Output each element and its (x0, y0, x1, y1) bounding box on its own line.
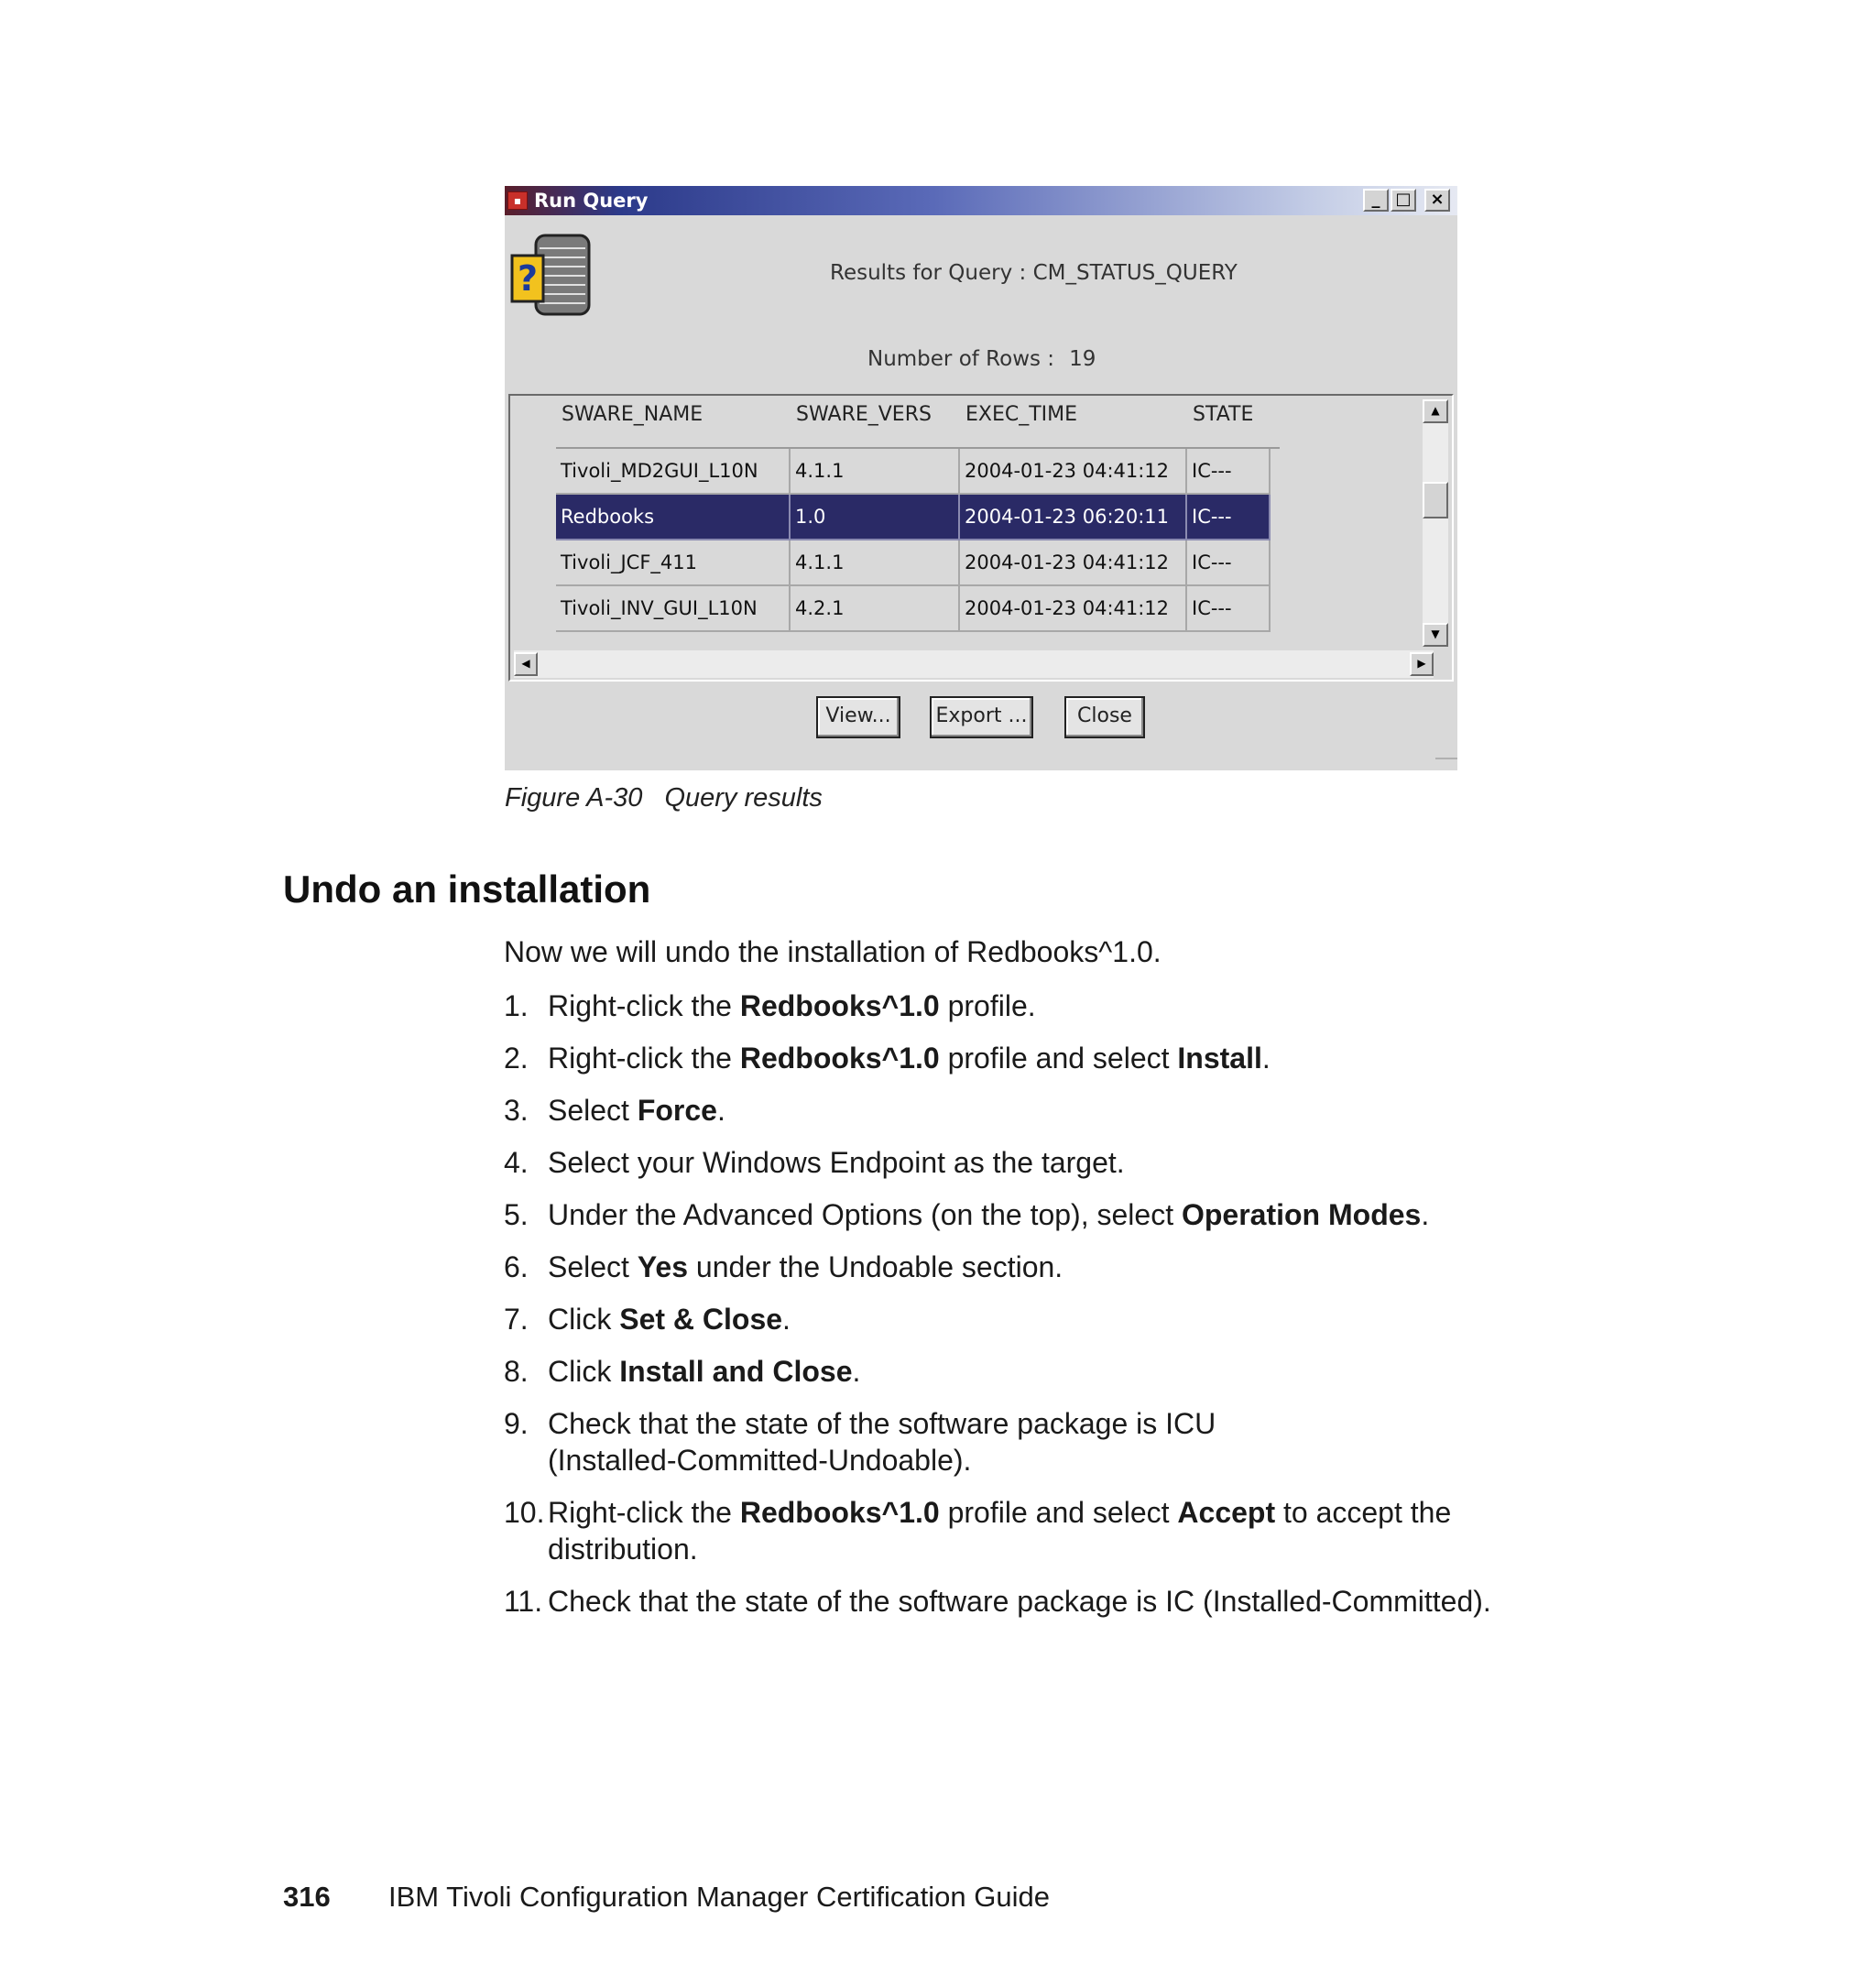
cell-exec-time: 2004-01-23 06:20:11 (960, 495, 1187, 540)
rows-count-line (867, 347, 1096, 371)
step-text: Click (548, 1303, 620, 1336)
list-item (504, 1040, 1695, 1076)
step-text: Check that the state of the software package is IC (Installed-Committed). (548, 1585, 1491, 1618)
cell-sware-vers: 4.1.1 (791, 540, 960, 586)
svg-text:?: ? (517, 258, 539, 299)
list-item-number: 7. (504, 1303, 529, 1336)
vertical-scrollbar[interactable] (1423, 399, 1448, 647)
step-text: Click (548, 1355, 620, 1388)
list-item (504, 1196, 1695, 1233)
list-item-number: 10. (504, 1496, 545, 1529)
scroll-down-icon[interactable]: ▼ (1423, 623, 1448, 647)
emphasis-text: Redbooks^1.0 (739, 989, 940, 1022)
horizontal-scrollbar[interactable] (514, 650, 1434, 678)
step-text: under the Undoable section. (688, 1250, 1063, 1283)
list-item (504, 1249, 1695, 1285)
list-item (504, 1144, 1695, 1181)
cell-state: IC--- (1187, 586, 1271, 632)
window-title: Run Query (534, 190, 649, 212)
scroll-thumb[interactable] (1423, 482, 1448, 518)
cell-state: IC--- (1187, 449, 1271, 495)
list-item (504, 1092, 1695, 1129)
list-item-number: 8. (504, 1355, 529, 1388)
step-text: . (1261, 1042, 1271, 1075)
list-item-number: 6. (504, 1250, 529, 1283)
column-header[interactable]: SWARE_VERS (796, 403, 932, 426)
column-header[interactable]: STATE (1193, 403, 1254, 426)
run-query-window (505, 186, 1457, 770)
list-item-number: 1. (504, 989, 529, 1022)
intro-paragraph: Now we will undo the installation of Redbooks^1.0. (504, 935, 1162, 968)
list-item-number: 5. (504, 1198, 529, 1231)
figure-number: Figure A-30 (505, 783, 643, 813)
page-number: 316 (283, 1881, 331, 1913)
app-icon: ▪ (507, 191, 528, 210)
step-text: . (716, 1094, 725, 1127)
list-item-number: 4. (504, 1146, 529, 1179)
results-table (508, 394, 1454, 682)
figure-caption (505, 783, 823, 813)
list-item-number: 11. (504, 1585, 543, 1618)
emphasis-text: Operation Modes (1181, 1198, 1422, 1231)
step-text: . (782, 1303, 791, 1336)
list-item-number: 2. (504, 1042, 529, 1075)
list-item (504, 988, 1695, 1024)
view-button[interactable]: View... (816, 696, 900, 738)
cell-sware-name: Tivoli_JCF_411 (556, 540, 791, 586)
close-button[interactable]: Close (1064, 696, 1145, 738)
list-item (504, 1405, 1695, 1479)
emphasis-text: Install and Close (619, 1355, 853, 1388)
table-row[interactable] (556, 449, 1280, 495)
cell-exec-time: 2004-01-23 04:41:12 (960, 540, 1187, 586)
results-grid (556, 447, 1280, 645)
step-text: . (852, 1355, 861, 1388)
emphasis-text: Force (637, 1094, 717, 1127)
step-text: Select your Windows Endpoint as the target. (548, 1146, 1125, 1179)
results-for-label: Results for Query : CM_STATUS_QUERY (830, 261, 1238, 285)
cell-state: IC--- (1187, 540, 1271, 586)
book-title: IBM Tivoli Configuration Manager Certification Guide (388, 1881, 1050, 1913)
cell-exec-time: 2004-01-23 04:41:12 (960, 586, 1187, 632)
table-row[interactable] (556, 586, 1280, 632)
resize-grip[interactable] (1435, 758, 1457, 770)
step-text: . (1421, 1198, 1430, 1231)
scroll-left-icon[interactable]: ◀ (514, 652, 538, 676)
cell-sware-name: Redbooks (556, 495, 791, 540)
emphasis-text: Accept (1177, 1496, 1276, 1529)
table-row[interactable] (556, 540, 1280, 586)
list-item (504, 1494, 1695, 1567)
emphasis-text: Redbooks^1.0 (739, 1042, 940, 1075)
step-text: Right-click the (548, 989, 740, 1022)
step-text: Select (548, 1094, 638, 1127)
cell-sware-vers: 4.1.1 (791, 449, 960, 495)
step-text: Check that the state of the software package is ICU (548, 1407, 1216, 1440)
step-text: Right-click the (548, 1042, 740, 1075)
figure-title: Query results (664, 783, 823, 813)
step-text: profile and select (939, 1042, 1178, 1075)
column-header[interactable]: SWARE_NAME (562, 403, 704, 426)
window-titlebar[interactable] (505, 186, 1457, 215)
section-heading: Undo an installation (283, 868, 651, 911)
steps-list (504, 988, 1695, 1635)
table-row-selected[interactable] (556, 495, 1280, 540)
cell-sware-name: Tivoli_MD2GUI_L10N (556, 449, 791, 495)
emphasis-text: Redbooks^1.0 (739, 1496, 940, 1529)
step-text: profile and select (939, 1496, 1178, 1529)
emphasis-text: Yes (637, 1250, 688, 1283)
cell-state: IC--- (1187, 495, 1271, 540)
scroll-up-icon[interactable]: ▲ (1423, 399, 1448, 423)
close-window-button[interactable]: × (1424, 189, 1450, 212)
step-text: (Installed-Committed-Undoable). (548, 1444, 972, 1477)
cell-exec-time: 2004-01-23 04:41:12 (960, 449, 1187, 495)
rows-count-value: 19 (1069, 347, 1096, 371)
export-button[interactable]: Export ... (930, 696, 1033, 738)
list-item-number: 3. (504, 1094, 529, 1127)
step-text: profile. (939, 989, 1036, 1022)
cell-sware-vers: 1.0 (791, 495, 960, 540)
maximize-button[interactable]: □ (1391, 189, 1416, 212)
list-item (504, 1353, 1695, 1390)
emphasis-text: Set & Close (619, 1303, 783, 1336)
cell-sware-vers: 4.2.1 (791, 586, 960, 632)
cell-sware-name: Tivoli_INV_GUI_L10N (556, 586, 791, 632)
scroll-right-icon[interactable]: ▶ (1410, 652, 1434, 676)
database-query-icon (510, 230, 594, 322)
step-text: distribution. (548, 1533, 698, 1566)
minimize-button[interactable]: _ (1363, 189, 1389, 212)
list-item (504, 1301, 1695, 1337)
step-text: Select (548, 1250, 638, 1283)
emphasis-text: Install (1177, 1042, 1262, 1075)
step-text: Right-click the (548, 1496, 740, 1529)
rows-count-label: Number of Rows : (867, 347, 1055, 371)
step-text: Under the Advanced Options (on the top), select (548, 1198, 1182, 1231)
column-header[interactable]: EXEC_TIME (965, 403, 1078, 426)
step-text: to accept the (1275, 1496, 1452, 1529)
list-item-number: 9. (504, 1407, 529, 1440)
list-item (504, 1583, 1695, 1620)
